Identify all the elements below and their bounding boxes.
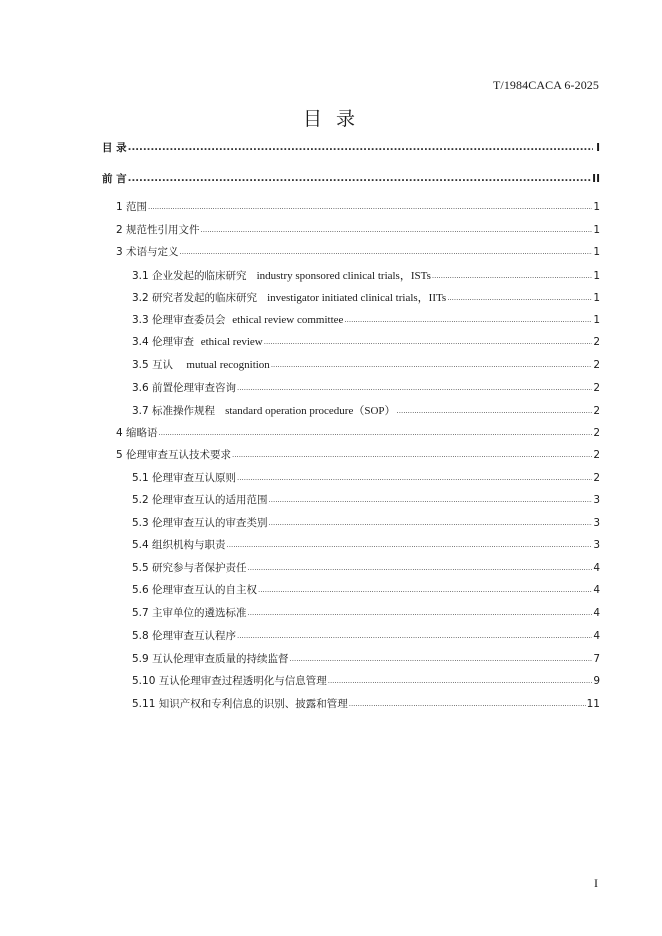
dot-leader [248,606,593,618]
toc-entry-page: 1 [593,314,600,326]
toc-entry-page: 2 [593,405,600,417]
dot-leader [148,200,592,212]
dot-leader [227,538,593,550]
toc-entry-page: 11 [586,698,600,710]
toc-entry-page: 1 [593,201,600,213]
toc-entry[interactable] [116,447,600,462]
toc-entry-page: 2 [593,336,600,348]
toc-entry-page: 3 [593,494,600,506]
toc-entry-label: 3.6 前置伦理审查咨询 [132,382,237,394]
toc-entry[interactable] [132,605,600,620]
toc-entry[interactable] [132,673,600,688]
toc-entry-label-en: mutual recognition [186,359,270,371]
dot-leader [159,426,593,438]
toc-entry-label: 5.11 知识产权和专利信息的识别、披露和管理 [132,698,348,710]
toc-entry-contents[interactable] [102,140,600,155]
toc-entry-page: 4 [593,584,600,596]
standard-code: T/1984CACA 6-2025 [492,78,599,92]
toc-entry-page: 3 [593,517,600,529]
toc-entry-page: 2 [593,359,600,371]
toc-entry[interactable] [132,492,600,507]
toc-entry-page: 2 [593,427,600,439]
dot-leader [269,516,593,528]
toc-entry-preface[interactable] [102,171,600,186]
toc-entry[interactable] [132,515,600,530]
toc-entry-label: 3 术语与定义 [116,246,179,258]
toc-entry[interactable] [132,628,600,643]
dot-leader [248,561,593,573]
toc-entry-page: 9 [593,675,600,687]
toc-entry-label: 3.5 互认 mutual recognition [132,359,270,371]
toc-entry-label: 5.7 主审单位的遴选标准 [132,607,247,619]
dot-leader [237,629,592,641]
dot-leader [397,404,593,416]
toc-entry-label: 5.1 伦理审查互认原则 [132,472,237,484]
dot-leader [128,141,593,153]
toc-entry-label-en: ethical review committee [232,314,344,326]
dot-leader [447,291,592,303]
dot-leader [180,245,593,257]
toc-entry-label-en: investigator initiated clinical trials，IITs [267,292,447,304]
toc-entry-page: II [592,173,600,185]
dot-leader [271,358,593,370]
dot-leader [201,223,593,235]
toc-entry-label: 4 缩略语 [116,427,158,439]
dot-leader [264,335,593,347]
toc-entry-label: 2 规范性引用文件 [116,224,200,236]
toc-entry-label-en: standard operation procedure（SOP） [225,405,396,417]
dot-leader [269,493,593,505]
toc-entry-page: 2 [593,472,600,484]
toc-entry-label: 5.10 互认伦理审查过程透明化与信息管理 [132,675,327,687]
toc-entry[interactable] [132,334,600,349]
toc-entry-page: 2 [593,382,600,394]
toc-entry[interactable] [132,560,600,575]
toc-entry-page: 7 [593,653,600,665]
toc-entry-page: 2 [593,449,600,461]
toc-entry-label: 5.8 伦理审查互认程序 [132,630,237,642]
toc-entry-label: 5 伦理审查互认技术要求 [116,449,232,461]
toc-entry[interactable] [132,267,600,283]
toc-entry-page: 4 [593,607,600,619]
toc-entry-label: 5.6 伦理审查互认的自主权 [132,584,258,596]
toc-entry[interactable] [132,582,600,597]
toc-entry-page: 1 [593,270,600,282]
toc-entry-label: 3.3 伦理审查委员会 ethical review committee [132,314,344,326]
page-number: I [594,876,598,890]
toc-entry-page: 1 [593,292,600,304]
toc-entry-label: 3.4 伦理审查 ethical review [132,336,263,348]
toc-entry-label-en: ethical review [200,336,263,348]
toc-entry[interactable] [132,651,600,666]
dot-leader [128,172,592,184]
dot-leader [237,471,592,483]
toc-entry[interactable] [116,199,600,214]
toc-entry-page: 4 [593,630,600,642]
toc-entry-label: 目 录 [102,142,127,154]
toc-entry-label: 5.9 互认伦理审查质量的持续监督 [132,653,289,665]
toc-entry-label: 5.2 伦理审查互认的适用范围 [132,494,268,506]
dot-leader [344,313,592,325]
toc-entry[interactable] [116,425,600,440]
toc-entry-page: I [596,142,600,154]
toc-entry-page: 1 [593,246,600,258]
dot-leader [328,674,593,686]
dot-leader [290,652,593,664]
toc-entry[interactable] [116,222,600,237]
toc-entry-label: 5.3 伦理审查互认的审查类别 [132,517,268,529]
toc-entry[interactable] [132,402,600,418]
toc-entry[interactable] [132,312,600,327]
toc-entry-label: 1 范围 [116,201,148,213]
toc-entry[interactable] [132,357,600,372]
dot-leader [237,381,592,393]
toc-entry-label: 3.7 标准操作规程 standard operation procedure（SOP） [132,405,396,417]
toc-entry-label: 3.1 企业发起的临床研究 industry sponsored clinical trials，ISTs [132,270,431,282]
toc-entry-page: 4 [593,562,600,574]
toc-entry-page: 3 [593,539,600,551]
page-title: 目 录 [302,108,360,130]
toc-entry[interactable] [132,696,600,711]
toc-entry-label: 前 言 [102,173,127,185]
toc-entry-label: 5.4 组织机构与职责 [132,539,226,551]
toc-entry[interactable] [116,244,600,259]
toc-entry-label: 5.5 研究参与者保护责任 [132,562,247,574]
toc-entry-label: 3.2 研究者发起的临床研究 investigator initiated clinical trials，IITs [132,292,447,304]
dot-leader [232,448,592,460]
toc-entry-label-en: industry sponsored clinical trials，ISTs [256,270,431,282]
toc-entry[interactable] [132,537,600,552]
dot-leader [432,269,592,281]
toc-entry-page: 1 [593,224,600,236]
toc-entry[interactable] [132,289,600,305]
toc-entry[interactable] [132,380,600,395]
toc-entry[interactable] [132,470,600,485]
dot-leader [258,583,592,595]
dot-leader [349,697,586,709]
